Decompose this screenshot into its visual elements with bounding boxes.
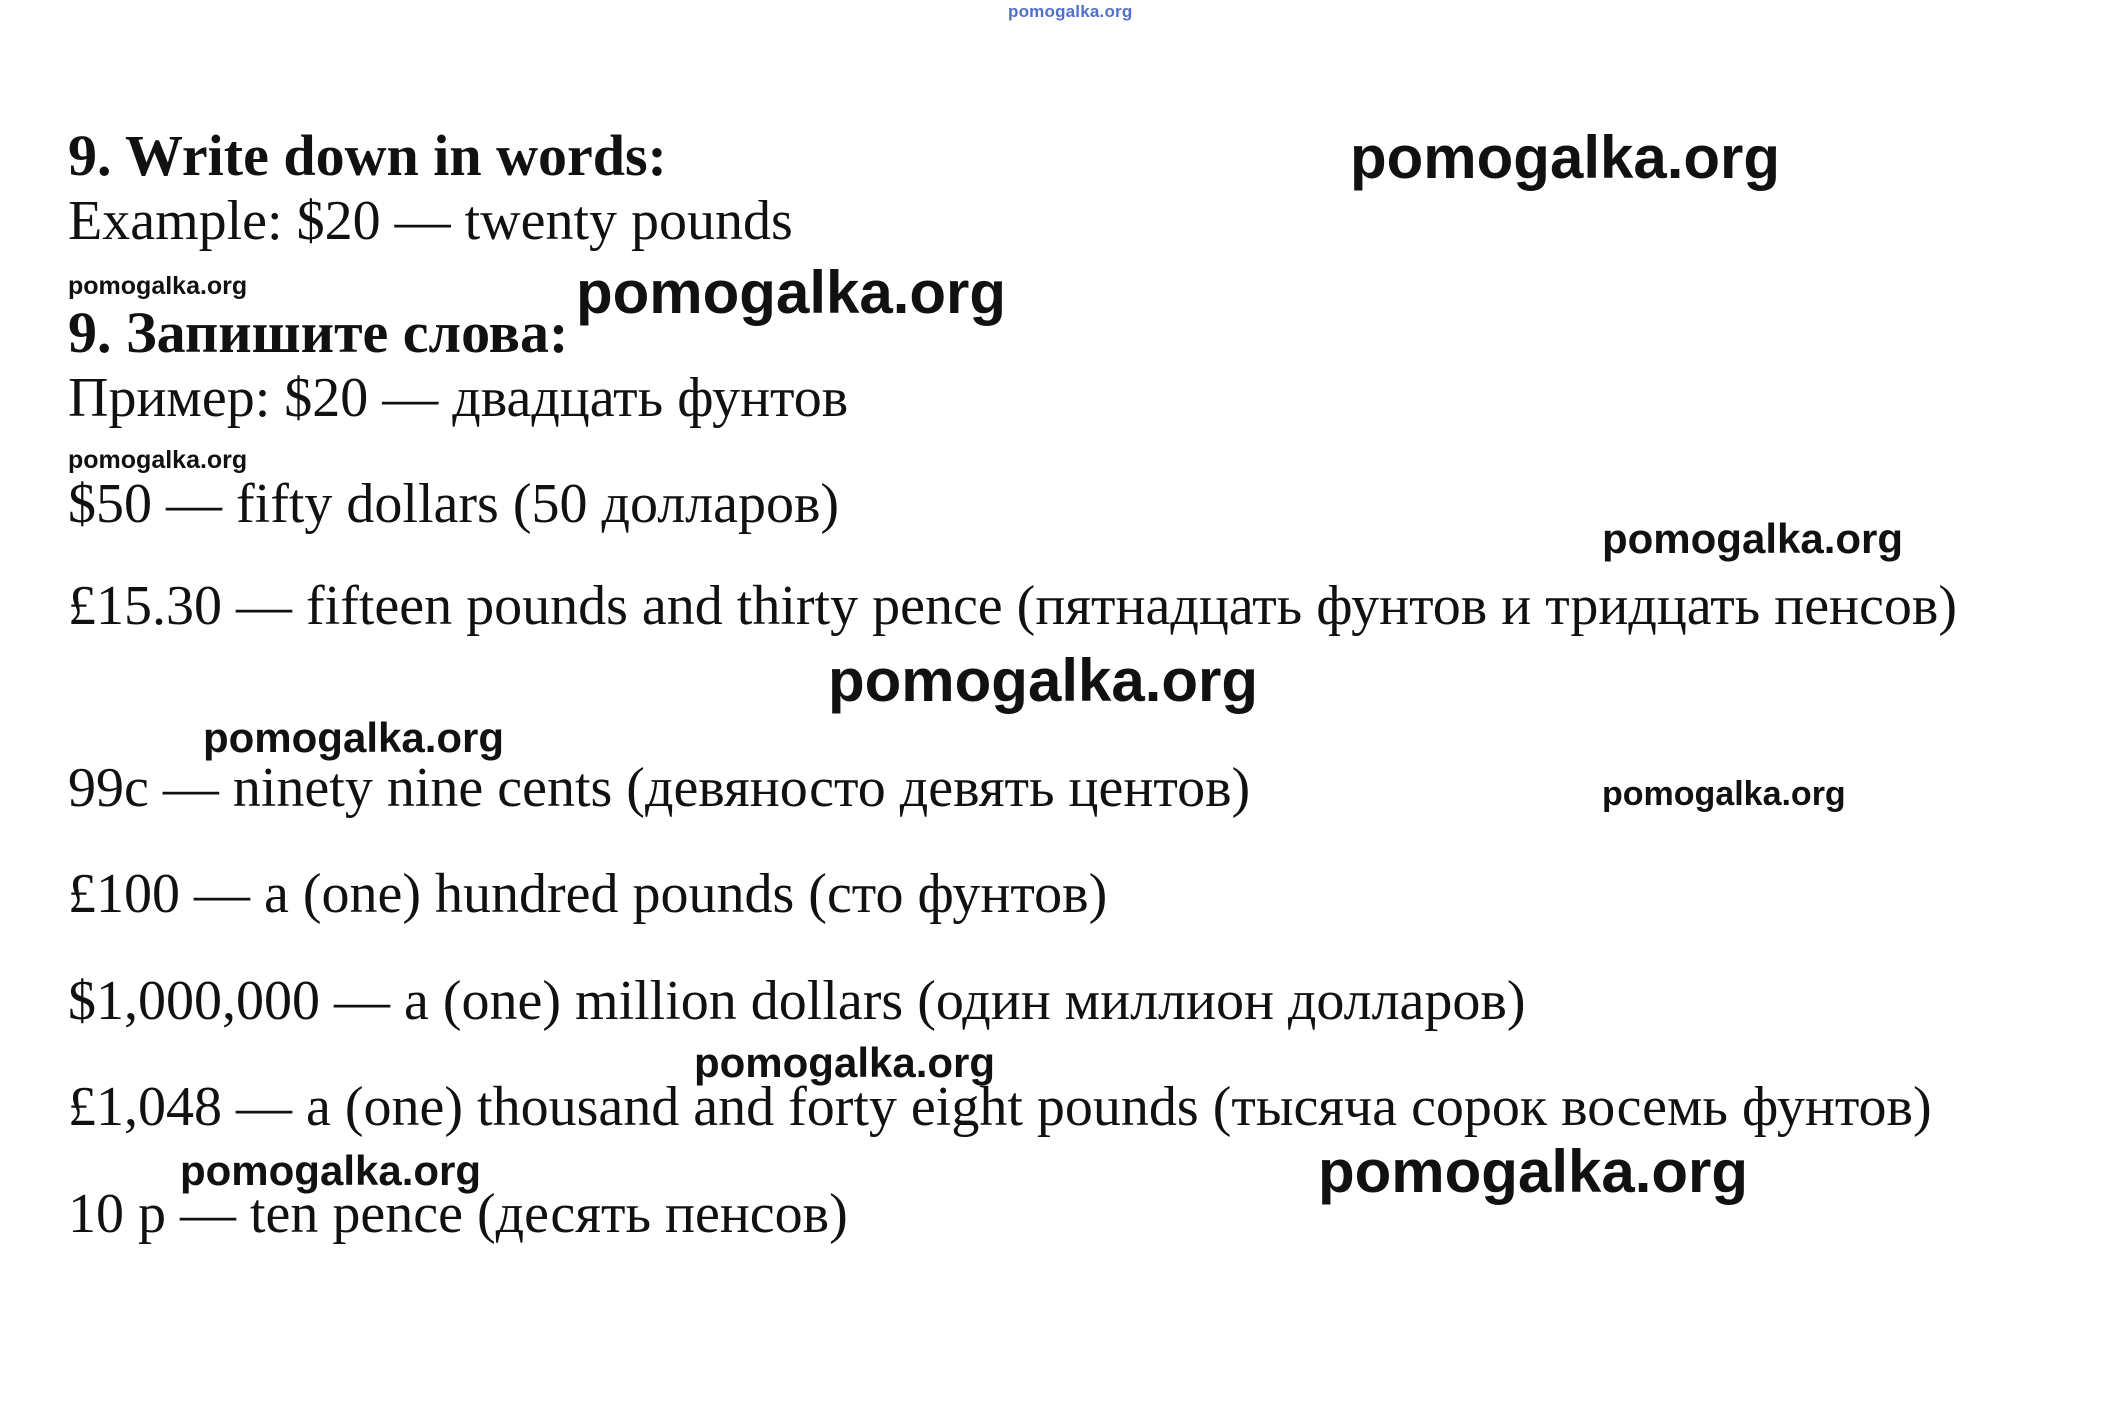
answer-line: £100 — a (one) hundred pounds (сто фунтов) xyxy=(68,863,1108,925)
watermark: pomogalka.org xyxy=(576,259,1007,326)
answer-line: $50 — fifty dollars (50 долларов) xyxy=(68,473,840,535)
watermark: pomogalka.org xyxy=(1318,1138,1749,1205)
watermark: pomogalka.org xyxy=(828,647,1259,714)
watermark: pomogalka.org xyxy=(694,1039,996,1086)
watermark: pomogalka.org xyxy=(180,1147,482,1194)
answer-line: 10 p — ten pence (десять пенсов) xyxy=(68,1183,848,1245)
answer-line: £15.30 — fifteen pounds and thirty pence (пятнадцать фунтов и тридцать пенсов) xyxy=(68,575,1957,637)
example-en: Example: $20 — twenty pounds xyxy=(68,190,793,252)
watermark: pomogalka.org xyxy=(1602,775,1846,813)
watermark: pomogalka.org xyxy=(68,446,248,474)
exercise-heading-ru: 9. Запишите слова: xyxy=(68,300,569,365)
exercise-heading-en: 9. Write down in words: xyxy=(68,123,667,188)
example-ru: Пример: $20 — двадцать фунтов xyxy=(68,367,849,429)
watermark: pomogalka.org xyxy=(203,714,505,761)
answer-line: $1,000,000 — a (one) million dollars (один миллион долларов) xyxy=(68,970,1526,1032)
answer-line: 99c — ninety nine cents (девяносто девять центов) xyxy=(68,757,1251,819)
top-watermark: pomogalka.org xyxy=(1008,2,1133,21)
watermark: pomogalka.org xyxy=(1350,124,1781,191)
answer-line: £1,048 — a (one) thousand and forty eight pounds (тысяча сорок восемь фунтов) xyxy=(68,1076,1932,1138)
watermark: pomogalka.org xyxy=(68,272,248,300)
watermark: pomogalka.org xyxy=(1602,515,1904,562)
